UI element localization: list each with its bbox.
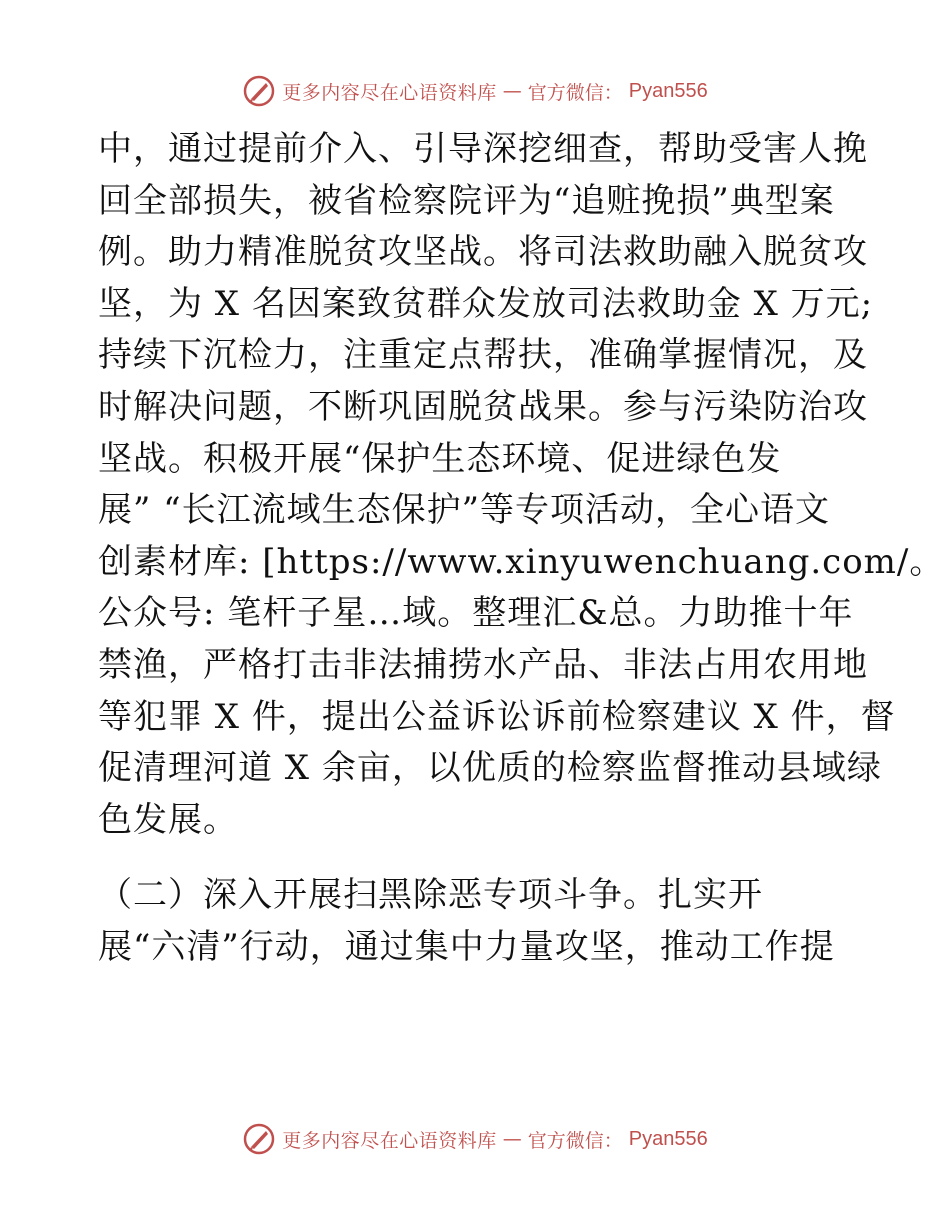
text-line: 等犯罪 X 件，提出公益诉讼诉前检察建议 X 件，督 [98, 696, 896, 737]
wechat-id: Pyan556 [628, 79, 708, 102]
text-line: 例。助力精准脱贫攻坚战。将司法救助融入脱贫攻 [98, 232, 868, 273]
footer-banner [0, 1119, 950, 1159]
section-heading-line: （二）深入开展扫黑除恶专项斗争。扎实开 [98, 875, 763, 916]
banner-separator: — [502, 80, 522, 102]
text-line: 展” “长江流域生态保护”等专项活动，全心语文 [98, 490, 830, 531]
text-line: 持续下沉检力，注重定点帮扶，准确掌握情况，及 [98, 335, 868, 376]
wechat-label: 官方微信： [527, 81, 623, 104]
header-banner [0, 71, 950, 111]
brand-text: 更多内容尽在心语资料库 [282, 1129, 497, 1152]
text-line: 中，通过提前介入、引导深挖细查，帮助受害人挽 [98, 129, 868, 169]
wechat-label: 官方微信： [527, 1129, 623, 1152]
text-line: 展“六清”行动，通过集中力量攻坚，推动工作提 [98, 926, 835, 967]
text-line: 坚战。积极开展“保护生态环境、促进绿色发 [98, 438, 782, 479]
quill-logo-icon [242, 74, 276, 108]
paragraph-2 [98, 870, 858, 973]
text-line: 色发展。 [98, 799, 238, 840]
text-line: 时解决问题，不断巩固脱贫战果。参与污染防治攻 [98, 386, 868, 427]
paragraph-1 [98, 124, 945, 846]
document-body [98, 124, 945, 974]
wechat-id: Pyan556 [628, 1127, 708, 1150]
banner-separator: — [502, 1128, 522, 1150]
text-line: 回全部损失，被省检察院评为“追赃挽损”典型案 [98, 180, 835, 221]
text-line: 创素材库: [https://www.xinyuwenchuang.com/。 [98, 541, 945, 582]
brand-text: 更多内容尽在心语资料库 [282, 81, 497, 104]
text-line: 公众号: 笔杆子星…域。整理汇&总。力助推十年 [98, 593, 854, 634]
text-line: 促清理河道 X 余亩，以优质的检察监督推动县域绿 [98, 748, 882, 789]
quill-logo-icon [242, 1122, 276, 1156]
text-line: 禁渔，严格打击非法捕捞水产品、非法占用农用地 [98, 644, 868, 685]
text-line: 坚，为 X 名因案致贫群众发放司法救助金 X 万元; [98, 283, 874, 324]
